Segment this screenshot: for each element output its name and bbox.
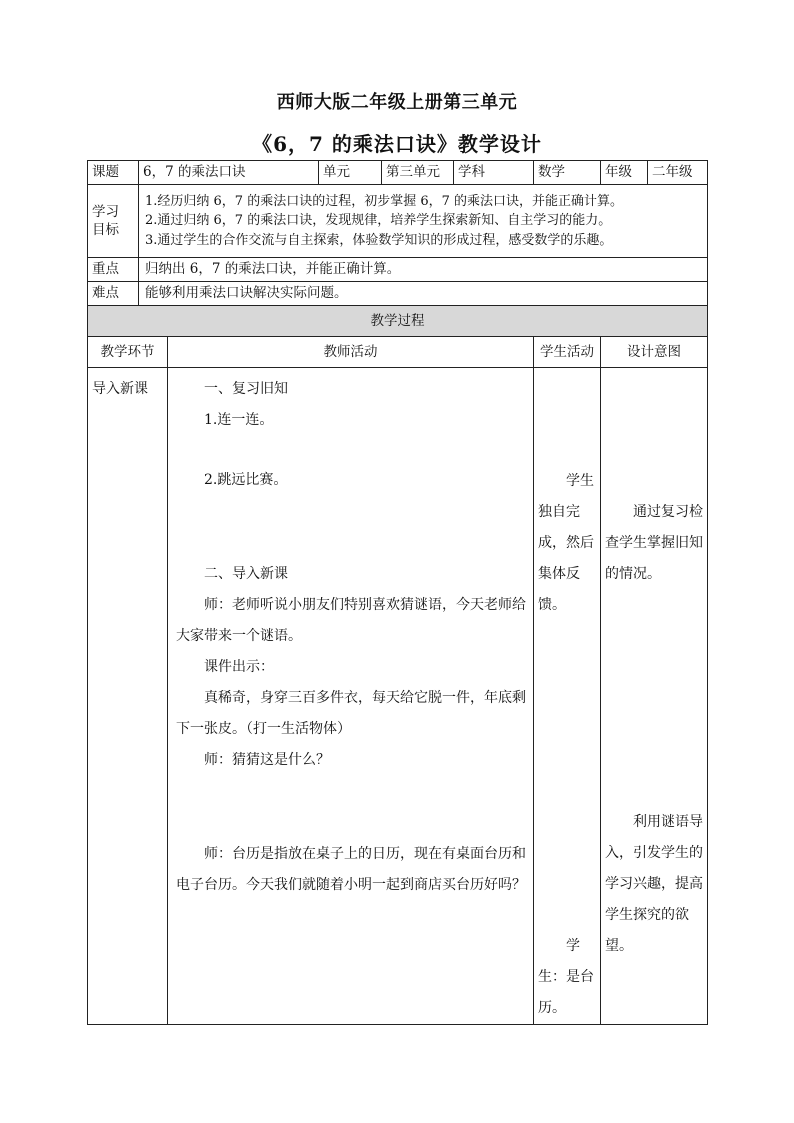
lesson-plan-table: [87, 160, 708, 1025]
document-subtitle: 《6，7 的乘法口诀》教学设计: [252, 132, 542, 156]
difficulty-label: 难点: [88, 282, 139, 306]
objectives-label: [88, 185, 139, 258]
difficulty-text: 能够利用乘法口诀解决实际问题。: [139, 282, 708, 306]
grade-value: 二年级: [648, 161, 708, 185]
key-point-text: 归纳出 6，7 的乘法口诀，并能正确计算。: [139, 258, 708, 282]
student-activity-2: 学生：是台历。: [538, 938, 595, 1016]
teacher-paragraph-1: 师：老师听说小朋友们特别喜欢猜谜语，今天老师给大家带来一个谜语。: [176, 597, 526, 644]
objective-item: 3.通过学生的合作交流与自主探索，体验数学知识的形成过程，感受数学的乐趣。: [145, 232, 613, 248]
review-item-1: 1.连一连。: [204, 412, 274, 428]
process-header-row: [88, 337, 708, 368]
objectives-row: [88, 185, 708, 258]
grade-label: 年级: [601, 161, 648, 185]
document-title: 西师大版二年级上册第三单元: [276, 92, 518, 113]
key-point-row: [88, 258, 708, 282]
stage-label: 导入新课: [92, 381, 148, 397]
teacher-paragraph-3: 真稀奇，身穿三百多件衣，每天给它脱一件，年底剩下一张皮。（打一生活物体）: [176, 690, 526, 737]
design-intent-2: 利用谜语导入，引发学生的学习兴趣，提高学生探究的欲望。: [605, 814, 704, 954]
design-intent-cell: [601, 368, 708, 1025]
unit-value: 第三单元: [382, 161, 454, 185]
student-activity-1: 学生独自完成，然后集体反馈。: [538, 473, 595, 613]
header-intent: 设计意图: [601, 337, 708, 368]
topic-label: 课题: [88, 161, 139, 185]
key-point-label: 重点: [88, 258, 139, 282]
teacher-paragraph-2: 课件出示：: [204, 659, 274, 675]
review-heading: 一、复习旧知: [204, 381, 288, 397]
objectives-label-line2: 目标: [92, 222, 119, 238]
teacher-paragraph-5: 师：台历是指放在桌子上的日历，现在有桌面台历和电子台历。今天我们就随着小明一起到商店买台历好吗？: [176, 846, 526, 893]
teacher-activity-cell: [168, 368, 534, 1025]
stage-cell: [88, 368, 168, 1025]
objectives-list: [139, 185, 708, 258]
topic-value: 6，7 的乘法口诀: [139, 161, 319, 185]
difficulty-row: [88, 282, 708, 306]
header-stage: 教学环节: [88, 337, 168, 368]
objective-item: 2.通过归纳 6，7 的乘法口诀，发现规律，培养学生探索新知、自主学习的能力。: [145, 213, 612, 229]
subject-value: 数学: [534, 161, 601, 185]
process-title: 教学过程: [88, 306, 708, 337]
teacher-paragraph-4: 师：猜猜这是什么？: [204, 752, 330, 768]
subject-label: 学科: [454, 161, 534, 185]
design-intent-1: 通过复习检查学生掌握旧知的情况。: [605, 504, 704, 582]
review-item-2: 2.跳远比赛。: [204, 472, 288, 488]
student-activity-cell: [534, 368, 601, 1025]
intro-heading: 二、导入新课: [204, 566, 288, 582]
header-teacher: 教师活动: [168, 337, 534, 368]
objective-item: 1.经历归纳 6，7 的乘法口诀的过程，初步掌握 6，7 的乘法口诀，并能正确计算。: [145, 193, 624, 209]
process-title-row: [88, 306, 708, 337]
objectives-label-line1: 学习: [92, 203, 119, 220]
info-row: [88, 161, 708, 185]
process-row: [88, 368, 708, 1025]
header-student: 学生活动: [534, 337, 601, 368]
unit-label: 单元: [319, 161, 382, 185]
